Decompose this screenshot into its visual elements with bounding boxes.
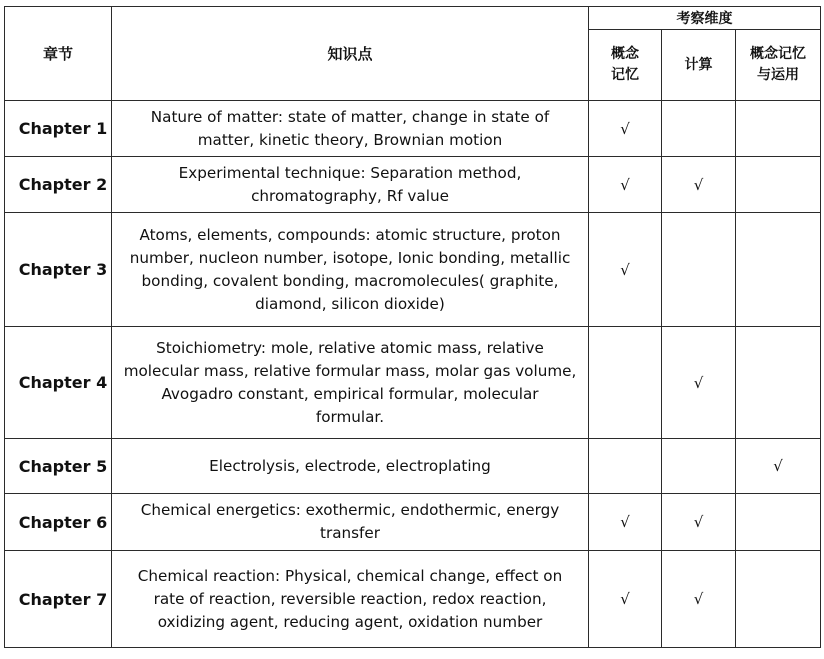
- knowledge-line: Experimental technique: Separation method,: [178, 163, 522, 182]
- table-body: [5, 101, 821, 648]
- check-cell: [589, 157, 662, 213]
- check-cell: [589, 213, 662, 327]
- check-mark-icon: √: [693, 373, 704, 392]
- check-cell: [589, 551, 662, 648]
- check-mark-icon: √: [620, 175, 630, 194]
- check-cell: [736, 439, 821, 494]
- chapter-cell: Chapter 1: [5, 101, 112, 157]
- knowledge-cell: [112, 157, 589, 213]
- table-row: [5, 439, 821, 494]
- knowledge-line: Chemical energetics: exothermic, endothermic, energy: [140, 501, 560, 519]
- chapter-cell: Chapter 6: [5, 494, 112, 551]
- knowledge-line: chromatography, Rf value: [251, 186, 449, 205]
- chapter-cell: Chapter 3: [5, 213, 112, 327]
- knowledge-line: matter, kinetic theory, Brownian motion: [197, 130, 503, 149]
- chapter-cell: Chapter 5: [5, 439, 112, 494]
- check-mark-icon: √: [620, 119, 630, 138]
- table-row: [5, 101, 821, 157]
- check-mark-icon: √: [693, 590, 704, 608]
- check-cell: [736, 494, 821, 551]
- check-cell: [589, 494, 662, 551]
- check-mark-icon: √: [773, 457, 783, 475]
- knowledge-line: diamond, silicon dioxide): [255, 294, 445, 313]
- knowledge-line: bonding, covalent bonding, macromolecules( graphite,: [141, 271, 559, 290]
- dimension-calculation-header: 计算: [662, 30, 736, 101]
- table-row: [5, 213, 821, 327]
- dimension-concept-memory-header: 概念 记忆: [589, 30, 662, 101]
- knowledge-cell: [112, 101, 589, 157]
- check-mark-icon: √: [620, 260, 630, 279]
- knowledge-line: number, nucleon number, isotope, Ionic bonding, metallic: [129, 248, 571, 267]
- syllabus-table-wrapper: [4, 6, 820, 653]
- check-mark-icon: √: [620, 513, 630, 531]
- check-mark-icon: √: [693, 175, 704, 194]
- check-cell: [662, 494, 736, 551]
- knowledge-cell: [112, 327, 589, 439]
- check-cell: [589, 439, 662, 494]
- knowledge-line: Electrolysis, electrode, electroplating: [209, 456, 491, 475]
- knowledge-line: Chemical reaction: Physical, chemical change, effect on: [137, 566, 563, 585]
- knowledge-cell: [112, 551, 589, 648]
- check-cell: [662, 327, 736, 439]
- table-row: [5, 494, 821, 551]
- check-cell: [736, 157, 821, 213]
- check-mark-icon: √: [620, 590, 630, 608]
- check-mark-icon: √: [693, 513, 704, 531]
- knowledge-cell: [112, 439, 589, 494]
- knowledge-line: Avogadro constant, empirical formular, molecular: [161, 384, 539, 403]
- chapter-cell: Chapter 2: [5, 157, 112, 213]
- knowledge-line: Atoms, elements, compounds: atomic structure, proton: [139, 225, 561, 244]
- check-cell: [736, 551, 821, 648]
- chapter-cell: Chapter 7: [5, 551, 112, 648]
- check-cell: [662, 439, 736, 494]
- dimension-application-header: 概念记忆 与运用: [736, 30, 821, 101]
- chapter-cell: Chapter 4: [5, 327, 112, 439]
- check-cell: [662, 551, 736, 648]
- knowledge-cell: [112, 213, 589, 327]
- syllabus-table: [4, 6, 821, 648]
- check-cell: [589, 101, 662, 157]
- knowledge-line: Stoichiometry: mole, relative atomic mass, relative: [156, 338, 544, 357]
- check-cell: [662, 213, 736, 327]
- check-cell: [589, 327, 662, 439]
- check-cell: [736, 327, 821, 439]
- knowledge-line: rate of reaction, reversible reaction, redox reaction,: [153, 589, 547, 608]
- table-row: [5, 551, 821, 648]
- table-row: [5, 327, 821, 439]
- knowledge-line: oxidizing agent, reducing agent, oxidation number: [157, 612, 543, 631]
- chapter-header: 章节: [5, 7, 112, 101]
- knowledge-line: molecular mass, relative formular mass, molar gas volume,: [123, 361, 577, 380]
- knowledge-header: 知识点: [112, 7, 589, 101]
- check-cell: [662, 101, 736, 157]
- knowledge-line: Nature of matter: state of matter, change in state of: [150, 107, 550, 126]
- knowledge-line: transfer: [320, 524, 380, 542]
- dimension-header: 考察维度: [589, 7, 821, 30]
- check-cell: [736, 101, 821, 157]
- check-cell: [736, 213, 821, 327]
- knowledge-cell: [112, 494, 589, 551]
- knowledge-line: formular.: [315, 407, 385, 426]
- check-cell: [662, 157, 736, 213]
- table-row: [5, 157, 821, 213]
